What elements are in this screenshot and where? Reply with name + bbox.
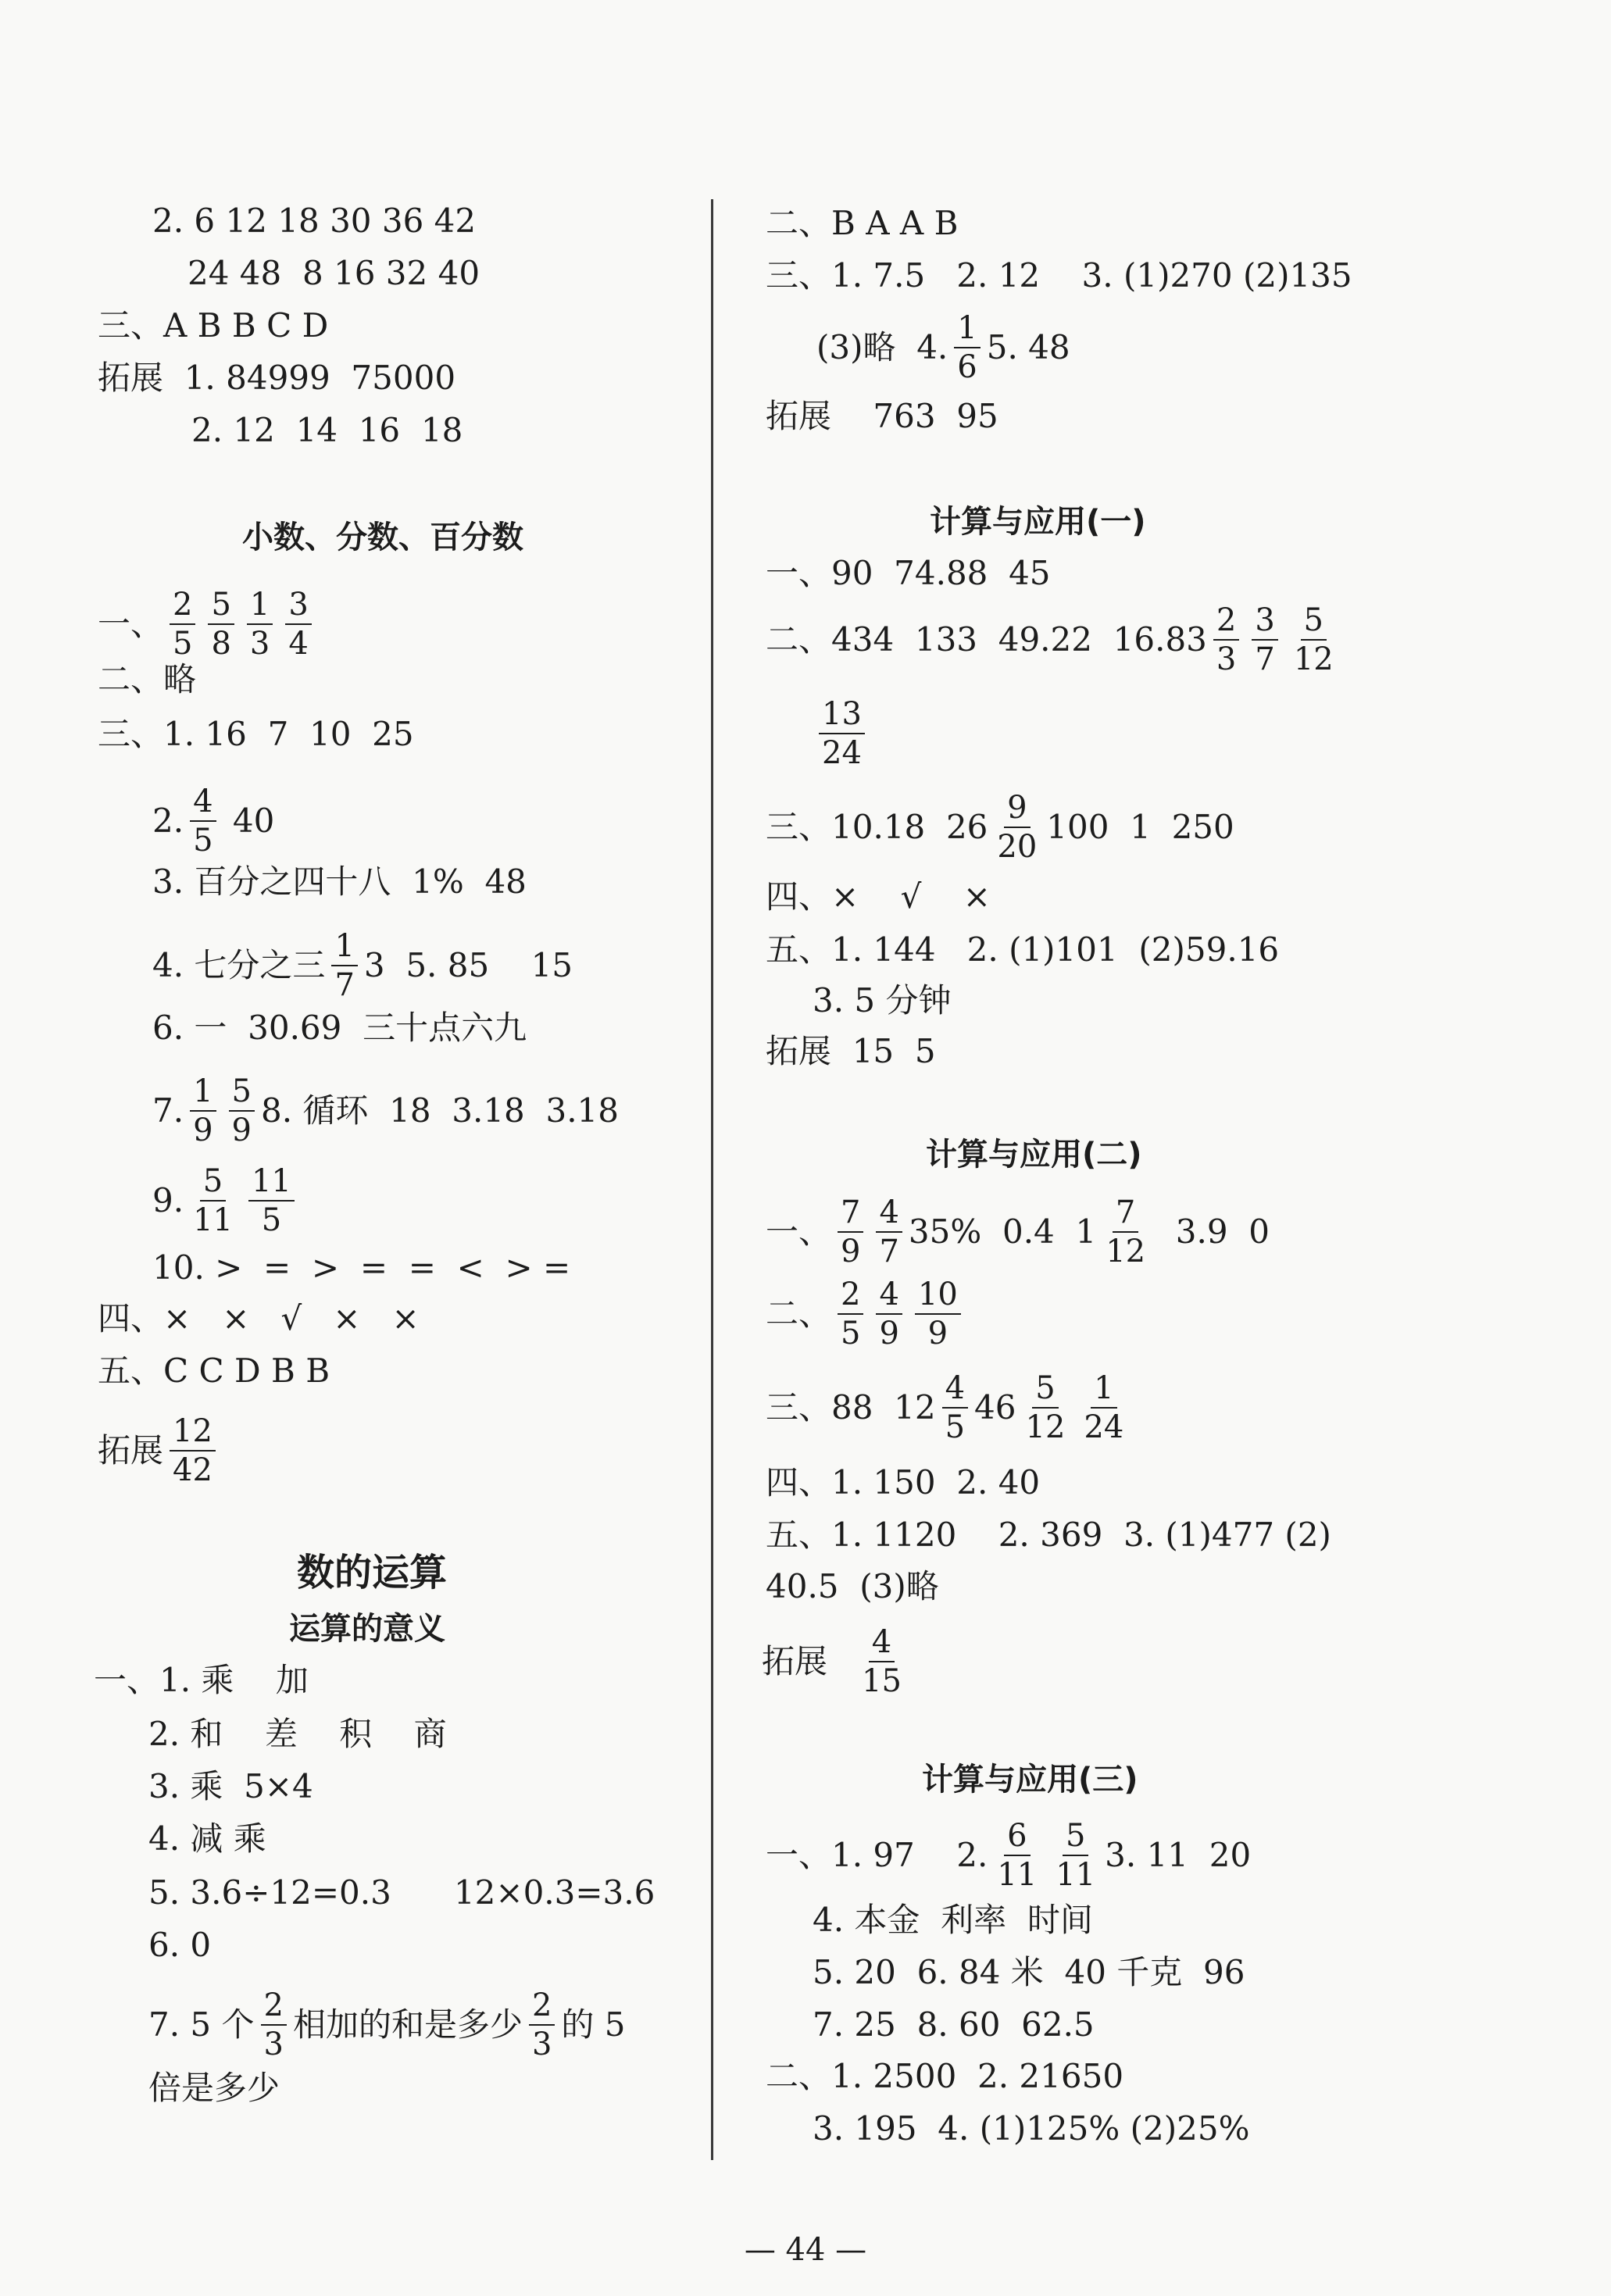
right-line-18: 40.5 (3)略 <box>766 1567 939 1605</box>
fraction: $\frac{4}{7}$ <box>876 1195 902 1269</box>
right-line-7 <box>813 697 871 770</box>
left-line-14: 9. $\frac{5}{11}$ $\frac{11}{5}$ <box>152 1164 301 1237</box>
left-line-22: 4. 减 乘 <box>148 1819 266 1858</box>
left-line-25: 7. 5 个 $\frac{2}{3}$ 相加的和是多少 $\frac{2}{3}$ 的 5 <box>148 1987 626 2062</box>
right-line-17: 五、1. 1120 2. 369 3. (1)477 (2) <box>766 1516 1331 1554</box>
section-heading-calc-3: 计算与应用(三) <box>922 1762 1138 1798</box>
right-line-1: 二、B A A B <box>766 204 959 242</box>
fraction: $\frac{5}{12}$ <box>1025 1370 1066 1445</box>
fraction: $\frac{1}{24}$ <box>1084 1370 1124 1445</box>
left-line-17: 五、C C D B B <box>98 1352 330 1390</box>
left-line-2: 24 48 8 16 32 40 <box>188 254 480 292</box>
right-line-23: 7. 25 8. 60 62.5 <box>813 2005 1095 2044</box>
fraction: $\frac{1}{3}$ <box>247 587 273 661</box>
left-line-7: 二、略 <box>98 660 197 698</box>
fraction: $\frac{2}{5}$ <box>170 587 195 661</box>
left-line-18: 拓展 $\frac{12}{42}$ <box>98 1414 222 1487</box>
fraction: $\frac{1}{7}$ <box>331 929 357 1002</box>
section-heading-decimals-fractions: 小数、分数、百分数 <box>242 520 523 555</box>
left-line-16: 四、× × √ × × <box>98 1299 420 1337</box>
right-line-11: 3. 5 分钟 <box>813 981 952 1019</box>
fraction: $\frac{5}{8}$ <box>208 587 234 661</box>
left-line-1: 2. 6 12 18 30 36 42 <box>152 202 477 240</box>
right-line-12: 拓展 15 5 <box>766 1032 936 1070</box>
fraction: $\frac{2}{3}$ <box>1213 603 1239 677</box>
fraction: $\frac{10}{9}$ <box>915 1277 961 1351</box>
fraction: $\frac{5}{9}$ <box>229 1074 255 1148</box>
right-line-24: 二、1. 2500 2. 21650 <box>766 2057 1124 2095</box>
right-line-25: 3. 195 4. (1)125% (2)25% <box>813 2109 1250 2148</box>
left-line-9: 2. $\frac{4}{5}$ 40 <box>152 784 275 859</box>
fraction: $\frac{3}{4}$ <box>285 587 311 661</box>
right-line-9: 四、× √ × <box>766 877 991 916</box>
fraction: $\frac{1}{6}$ <box>954 311 980 384</box>
fraction: $\frac{11}{5}$ <box>248 1164 295 1237</box>
fraction: $\frac{5}{11}$ <box>193 1163 233 1238</box>
chapter-heading-operations: 数的运算 <box>297 1551 448 1594</box>
fraction: $\frac{6}{11}$ <box>997 1818 1038 1893</box>
fraction: $\frac{4}{15}$ <box>862 1624 902 1699</box>
right-line-10: 五、1. 144 2. (1)101 (2)59.16 <box>766 930 1280 969</box>
fraction: $\frac{13}{24}$ <box>819 697 865 770</box>
right-line-8: 三、10.18 26 $\frac{9}{20}$ 100 1 250 <box>766 790 1234 865</box>
right-line-3: (3)略 4. $\frac{1}{6}$ 5. 48 <box>816 310 1070 385</box>
left-line-5: 2. 12 14 16 18 <box>191 411 463 449</box>
left-line-11: 4. 七分之三 $\frac{1}{7}$ 3 5. 85 15 <box>152 928 573 1003</box>
fraction: $\frac{4}{5}$ <box>942 1371 968 1444</box>
fraction: $\frac{7}{9}$ <box>838 1195 863 1269</box>
right-line-20: 一、1. 97 2. $\frac{6}{11}$ $\frac{5}{11}$ 3. 11 20 <box>766 1818 1252 1893</box>
left-line-13: 7. $\frac{1}{9}$ $\frac{5}{9}$ 8. 循环 18 3.18 3.18 <box>152 1073 619 1148</box>
right-line-14: 二、 $\frac{2}{5}$ $\frac{4}{9}$ $\frac{10}{9}$ <box>766 1277 967 1351</box>
fraction: $\frac{9}{20}$ <box>997 790 1038 865</box>
right-line-6: 二、434 133 49.22 16.83 $\frac{2}{3}$ $\frac{3}{7}$ $\frac{5}{12}$ <box>766 603 1343 677</box>
left-line-19: 一、1. 乘 加 <box>94 1661 309 1699</box>
left-line-3: 三、A B B C D <box>98 306 329 345</box>
fraction: $\frac{2}{3}$ <box>529 1988 555 2062</box>
left-line-23: 5. 3.6÷12=0.3 12×0.3=3.6 <box>148 1873 655 1912</box>
fraction: $\frac{2}{5}$ <box>838 1277 863 1351</box>
right-line-4: 拓展 763 95 <box>766 397 998 435</box>
left-line-8: 三、1. 16 7 10 25 <box>98 715 414 753</box>
fraction: $\frac{3}{7}$ <box>1252 603 1277 677</box>
right-line-13: 一、 $\frac{7}{9}$ $\frac{4}{7}$ 35% 0.4 1 $\frac{7}{12}$ 3.9 0 <box>766 1194 1270 1269</box>
fraction: $\frac{5}{11}$ <box>1056 1818 1096 1893</box>
fraction: $\frac{1}{9}$ <box>190 1074 216 1148</box>
page-number: — 44 — <box>744 2232 867 2268</box>
fraction: $\frac{5}{12}$ <box>1293 602 1334 677</box>
right-line-22: 5. 20 6. 84 米 40 千克 96 <box>813 1953 1245 1991</box>
right-line-2: 三、1. 7.5 2. 12 3. (1)270 (2)135 <box>766 256 1352 295</box>
left-line-4: 拓展 1. 84999 75000 <box>98 359 456 397</box>
column-divider <box>711 199 713 2160</box>
left-line-21: 3. 乘 5×4 <box>148 1767 313 1805</box>
section-heading-operation-meaning: 运算的意义 <box>289 1611 445 1647</box>
right-line-21: 4. 本金 利率 时间 <box>813 1901 1093 1939</box>
fraction: $\frac{2}{3}$ <box>261 1988 287 2062</box>
left-line-6: 一、 $\frac{2}{5}$ $\frac{5}{8}$ $\frac{1}{3}$ $\frac{3}{4}$ <box>98 587 318 661</box>
left-line-26: 倍是多少 <box>148 2069 280 2107</box>
left-line-12: 6. 一 30.69 三十点六九 <box>152 1009 527 1047</box>
fraction: $\frac{12}{42}$ <box>170 1414 216 1487</box>
right-line-19: 拓展 $\frac{4}{15}$ <box>762 1625 911 1698</box>
fraction: $\frac{7}{12}$ <box>1106 1194 1146 1269</box>
right-line-15: 三、88 12 $\frac{4}{5}$ 46 $\frac{5}{12}$ $\frac{1}{24}$ <box>766 1371 1133 1444</box>
section-heading-calc-1: 计算与应用(一) <box>930 504 1146 540</box>
section-heading-calc-2: 计算与应用(二) <box>926 1137 1142 1173</box>
left-line-20: 2. 和 差 积 商 <box>148 1715 447 1753</box>
left-line-24: 6. 0 <box>148 1926 212 1964</box>
left-line-10: 3. 百分之四十八 1% 48 <box>152 862 527 901</box>
fraction: $\frac{4}{5}$ <box>190 784 216 858</box>
right-line-16: 四、1. 150 2. 40 <box>766 1463 1041 1502</box>
right-line-5: 一、90 74.88 45 <box>766 554 1051 592</box>
left-line-15: 10. > = > = = < > = <box>152 1248 571 1287</box>
fraction: $\frac{4}{9}$ <box>876 1277 902 1351</box>
